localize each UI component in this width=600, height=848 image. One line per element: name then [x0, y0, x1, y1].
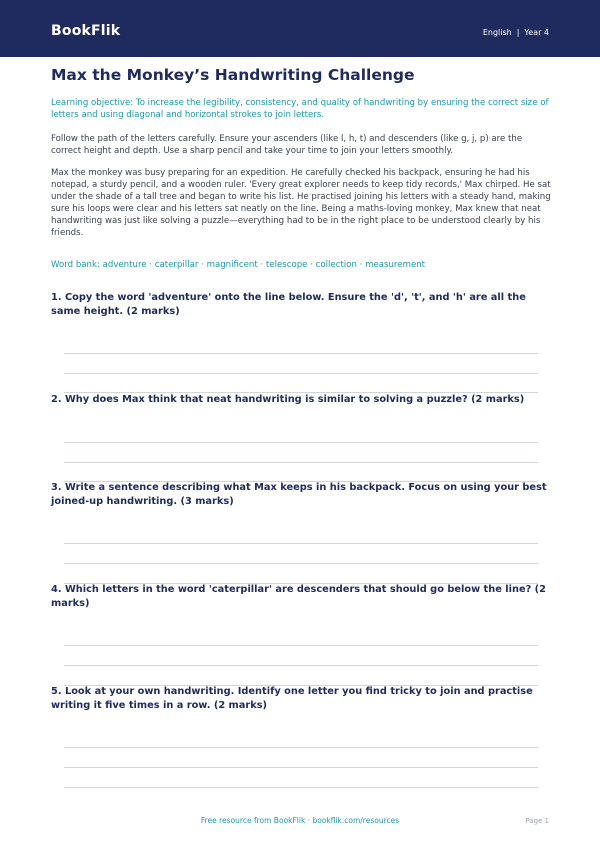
answer-line[interactable] [64, 767, 538, 768]
answer-line[interactable] [64, 373, 538, 374]
meta-separator: | [516, 28, 520, 37]
subject-label: English [482, 28, 512, 37]
question-2: 2. Why does Max think that neat handwriting is similar to solving a puzzle? (2 marks) [51, 394, 525, 405]
answer-line[interactable] [64, 442, 538, 443]
question-5: 5. Look at your own handwriting. Identify one letter you find tricky to join and practise writing it five times in a row. (2 marks) [51, 686, 533, 711]
answer-line[interactable] [64, 645, 538, 646]
question-1: 1. Copy the word 'adventure' onto the line below. Ensure the 'd', 't', and 'h' are all the same height. (2 marks) [51, 292, 526, 317]
header-meta [483, 28, 549, 37]
answer-line[interactable] [64, 543, 538, 544]
answer-line[interactable] [64, 353, 538, 354]
story-text: Max the monkey was busy preparing for an expedition. He carefully checked his backpack, ensuring he had his notepad, a sturdy pencil, and a wooden ruler. 'Every great explorer needs to keep tidy records,' Max chirped. He sat under the shade of a tall tree and began to write his list. He practised joining his letters with a steady hand, making sure his loops were clear and his letters sat neatly on the line. Being a maths-loving monkey, Max knew that neat handwriting was just like solving a puzzle—everything had to be in the right place to be understood clearly by his friends. [51, 168, 551, 238]
footer-link[interactable]: Free resource from BookFlik · bookflik.com/resources [200, 816, 400, 825]
year-label: Year 4 [524, 28, 549, 37]
answer-line[interactable] [64, 462, 538, 463]
brand-logo[interactable]: BookFlik [51, 23, 121, 39]
answer-line[interactable] [64, 563, 538, 564]
answer-line[interactable] [64, 747, 538, 748]
question-4: 4. Which letters in the word 'caterpillar' are descenders that should go below the line? (2 marks) [51, 584, 546, 609]
learning-objective: Learning objective: To increase the legibility, consistency, and quality of handwriting by ensuring the correct size of letters and using diagonal and horizontal strokes to join letters. [51, 98, 549, 120]
page-number: Page 1 [525, 817, 549, 825]
question-3: 3. Write a sentence describing what Max keeps in his backpack. Focus on using your best joined-up handwriting. (3 marks) [51, 482, 547, 507]
header-bar [0, 0, 600, 57]
answer-line[interactable] [64, 787, 538, 788]
word-bank: Word bank: adventure · caterpillar · magnificent · telescope · collection · measurement [51, 260, 426, 270]
instructions-text: Follow the path of the letters carefully. Ensure your ascenders (like l, h, t) and descenders (like g, j, p) are the correct height and depth. Use a sharp pencil and take your time to join your letters smoothly. [51, 134, 523, 156]
answer-line[interactable] [64, 665, 538, 666]
page-title: Max the Monkey’s Handwriting Challenge [51, 66, 415, 84]
